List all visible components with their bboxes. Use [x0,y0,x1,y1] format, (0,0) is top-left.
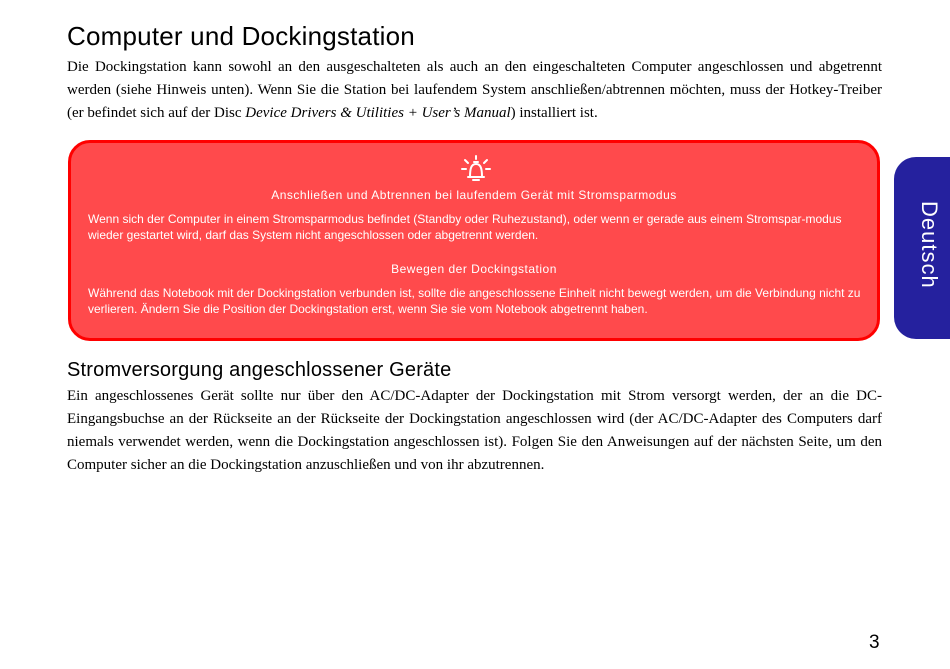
language-tab [894,157,950,339]
warning-title-standby: Anschließen und Abtrennen bei laufendem Gerät mit Stromsparmodus [271,188,677,202]
intro-paragraph [67,56,882,125]
section-heading-docking: Computer und Dockingstation [67,21,415,51]
page-number: 3 [869,632,880,653]
section-heading-power: Stromversorgung angeschlossener Geräte [67,359,452,381]
language-tab-label: Deutsch [917,201,942,289]
intro-text-end: ) installiert ist. [510,105,598,121]
warning-title-moving: Bewegen der Dockingstation [391,262,557,276]
warning-text-standby: Wenn sich der Computer in einem Stromsparmodus befindet (Standby oder Ruhezustand), oder wenn er gerade aus einem Stromspar-modus wieder gestartet wird, darf das System nicht angeschlossen oder abgetrennt werden. [88,212,842,242]
warning-bell-icon [459,155,493,183]
warning-box [68,140,880,341]
power-paragraph: Ein angeschlossenes Gerät sollte nur über den AC/DC-Adapter der Dockingstation mit Strom versorgt werden, der an die DC-Eingangsbuchse an der Rückseite an der Rückseite der Dockingstation angeschlossen wird (der AC/DC-Adapter des Computers darf niemals verwendet werden, wenn die Dockingstation angeschlossen ist). Folgen Sie den Anweisungen auf der nächsten Seite, um den Computer sicher an die Dockingstation anzuschließen und von ihr abzutrennen. [67,388,882,473]
intro-text: Die Dockingstation kann sowohl an den ausgeschalteten als auch an den eingeschalteten Computer angeschlossen und abgetrennt werden (siehe Hinweis unten). Wenn Sie die Station bei laufendem System anschließen/abtrennen möchten, muss der Hotkey-Treiber (er befindet sich auf der Disc [67,59,882,121]
warning-text-moving: Während das Notebook mit der Dockingstation verbunden ist, sollte die angeschlossene Einheit nicht bewegt werden, um die Verbindung nicht zu verlieren. Ändern Sie die Position der Dockingstation erst, wenn Sie sie vom Notebook abgetrennt haben. [88,286,861,316]
disc-title: Device Drivers & Utilities + User’s Manual [245,105,511,121]
